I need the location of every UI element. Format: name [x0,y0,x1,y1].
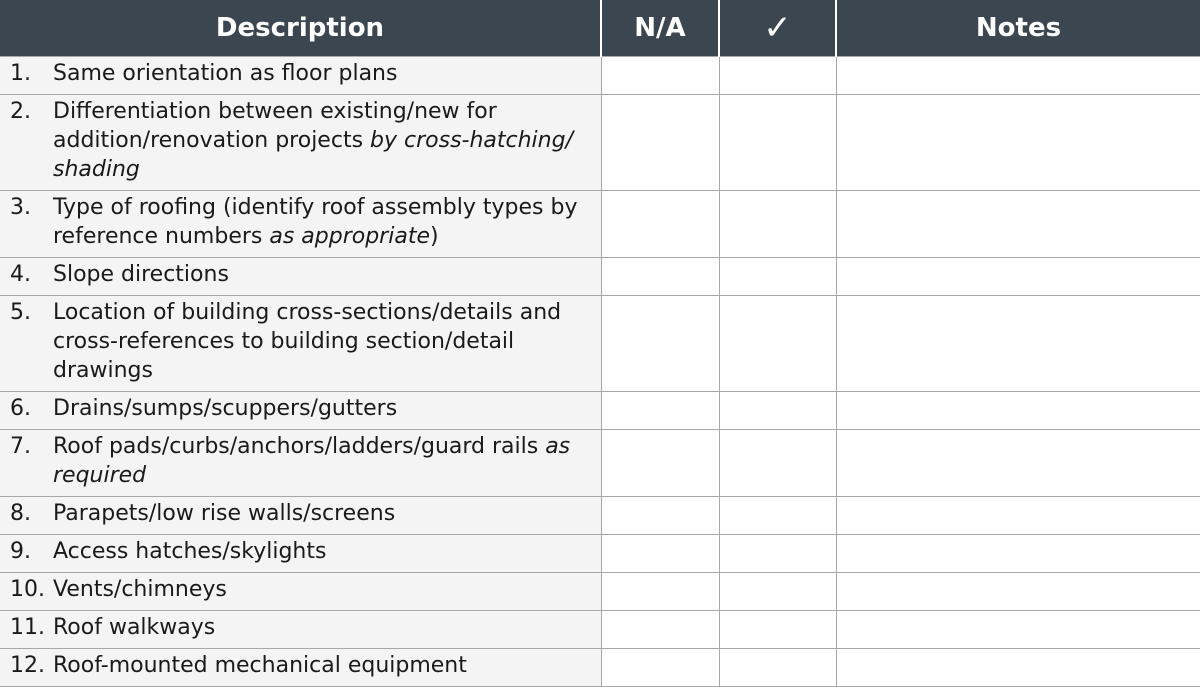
description-cell [0,191,601,258]
check-cell[interactable] [719,649,836,687]
notes-cell[interactable] [836,611,1200,649]
na-cell[interactable] [601,191,719,258]
na-cell[interactable] [601,649,719,687]
checklist-item [10,298,591,385]
na-cell[interactable] [601,57,719,95]
checklist-item [10,499,591,528]
item-text [53,651,591,680]
na-cell[interactable] [601,497,719,535]
checklist-item [10,97,591,184]
checklist-item [10,575,591,604]
header-na: N/A [601,0,719,57]
header-check [719,0,836,57]
na-cell[interactable] [601,430,719,497]
item-text-segment: Roof pads/curbs/anchors/ladders/guard rails [53,434,546,459]
checklist-item [10,59,591,88]
table-row [0,430,1200,497]
table-row [0,497,1200,535]
table-row [0,258,1200,296]
notes-cell[interactable] [836,573,1200,611]
item-text [53,432,591,490]
item-text-segment: Slope directions [53,262,229,287]
checklist-item [10,193,591,251]
notes-cell[interactable] [836,258,1200,296]
description-cell [0,258,601,296]
item-text [53,298,591,385]
table-row [0,611,1200,649]
item-number: 10. [10,577,45,602]
description-cell [0,95,601,191]
notes-cell[interactable] [836,497,1200,535]
item-text-segment: Differentiation between existing/new for addition/renovation projects [53,99,497,153]
table-row [0,57,1200,95]
notes-cell[interactable] [836,649,1200,687]
item-number: 7. [10,434,31,459]
check-cell[interactable] [719,95,836,191]
item-text [53,499,591,528]
check-cell[interactable] [719,535,836,573]
check-cell[interactable] [719,258,836,296]
item-number: 6. [10,396,31,421]
item-text-segment: Roof-mounted mechanical equipment [53,653,467,678]
checklist-item [10,651,591,680]
description-cell [0,296,601,392]
header-description: Description [0,0,601,57]
item-text [53,97,591,184]
item-text [53,537,591,566]
item-text-segment: Drains/sumps/scuppers/gutters [53,396,398,421]
table-row [0,95,1200,191]
checklist-item [10,394,591,423]
check-cell[interactable] [719,573,836,611]
checklist-item [10,260,591,289]
item-text-segment: Type of roofing (identify roof assembly types by reference numbers [53,195,578,249]
item-number: 8. [10,501,31,526]
description-cell [0,497,601,535]
item-number: 12. [10,653,45,678]
item-number: 11. [10,615,45,640]
description-cell [0,392,601,430]
checklist-item [10,432,591,490]
item-text-italic: as appropriate [269,224,430,249]
check-cell[interactable] [719,611,836,649]
checklist-item [10,613,591,642]
item-text [53,575,591,604]
header-row [0,0,1200,57]
table-row [0,573,1200,611]
na-cell[interactable] [601,573,719,611]
item-text [53,260,591,289]
check-cell[interactable] [719,430,836,497]
description-cell [0,611,601,649]
description-cell [0,535,601,573]
notes-cell[interactable] [836,191,1200,258]
notes-cell[interactable] [836,57,1200,95]
check-cell[interactable] [719,57,836,95]
table-row [0,296,1200,392]
item-text-segment: Same orientation as floor plans [53,61,398,86]
item-number: 3. [10,195,31,220]
table-row [0,191,1200,258]
item-text-italic: as required [53,434,571,488]
description-cell [0,57,601,95]
description-cell [0,430,601,497]
description-cell [0,649,601,687]
check-cell[interactable] [719,497,836,535]
checkmark-icon: ✓ [763,7,792,48]
header-notes: Notes [836,0,1200,57]
item-text-italic: by cross-hatching/ shading [53,128,573,182]
check-cell[interactable] [719,296,836,392]
item-text-segment: Roof walkways [53,615,216,640]
item-text-segment: Access hatches/skylights [53,539,327,564]
item-text [53,613,591,642]
check-cell[interactable] [719,392,836,430]
checklist-item [10,537,591,566]
na-cell[interactable] [601,296,719,392]
notes-cell[interactable] [836,535,1200,573]
item-number: 4. [10,262,31,287]
item-text [53,193,591,251]
item-text-segment: ) [429,224,439,249]
description-cell [0,573,601,611]
item-number: 1. [10,61,31,86]
notes-cell[interactable] [836,296,1200,392]
item-number: 2. [10,99,31,124]
item-text [53,59,591,88]
item-number: 5. [10,300,31,325]
item-text-segment: Vents/chimneys [53,577,227,602]
item-text-segment: Parapets/low rise walls/screens [53,501,396,526]
na-cell[interactable] [601,611,719,649]
na-cell[interactable] [601,392,719,430]
notes-cell[interactable] [836,430,1200,497]
table-row [0,535,1200,573]
table-row [0,649,1200,687]
na-cell[interactable] [601,95,719,191]
item-text [53,394,591,423]
item-text-segment: Location of building cross-sections/details and cross-references to building section/detail drawings [53,300,562,383]
na-cell[interactable] [601,258,719,296]
na-cell[interactable] [601,535,719,573]
table-row [0,392,1200,430]
item-number: 9. [10,539,31,564]
notes-cell[interactable] [836,392,1200,430]
notes-cell[interactable] [836,95,1200,191]
check-cell[interactable] [719,191,836,258]
